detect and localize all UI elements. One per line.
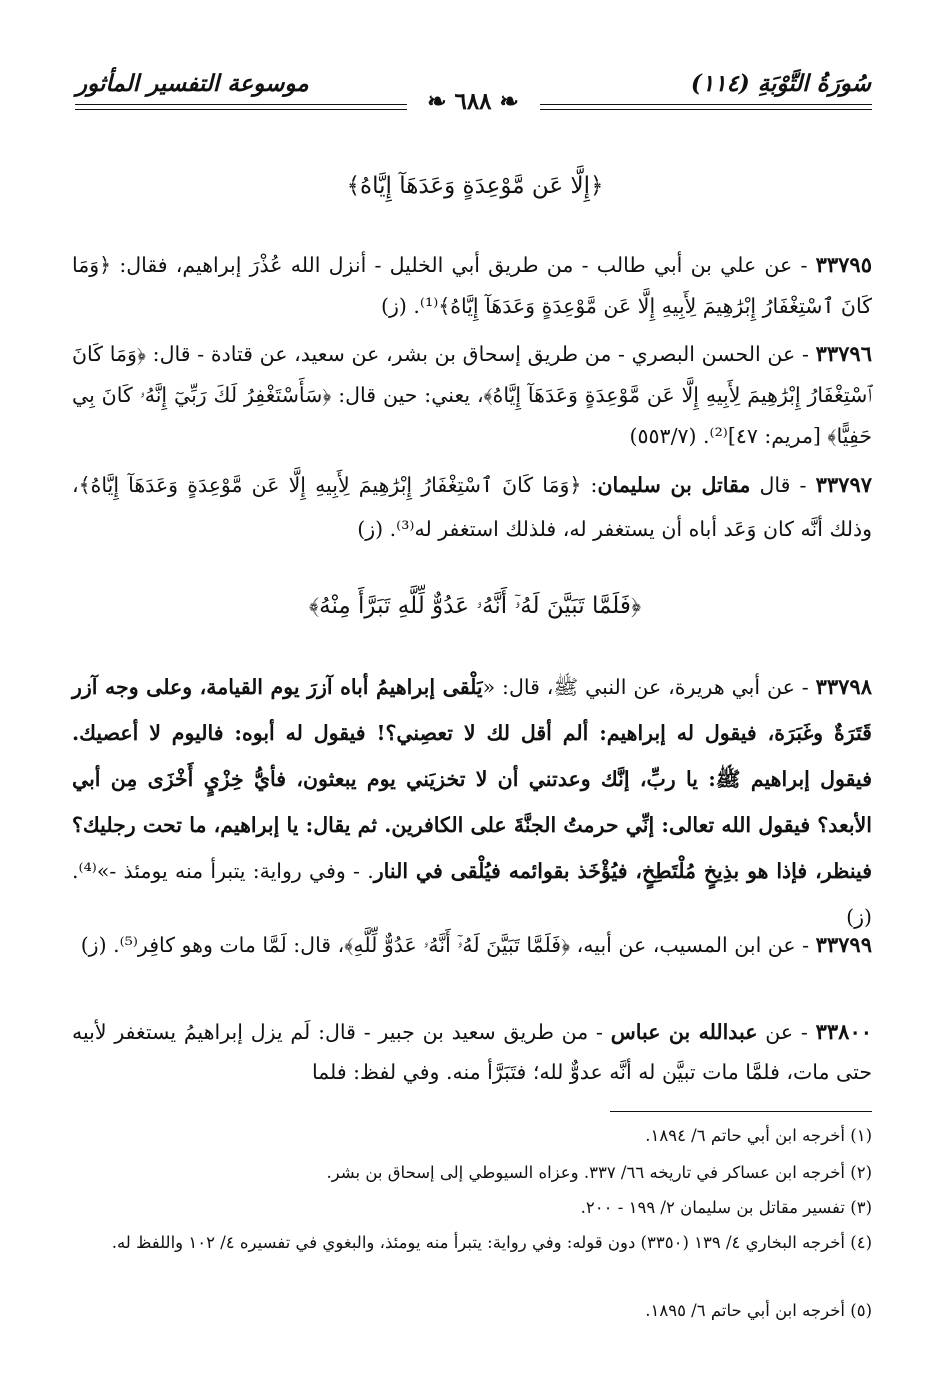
entry-33795 (72, 244, 872, 327)
footnote-1: (١) أخرجه ابن أبي حاتم ٦/ ١٨٩٤. (645, 1126, 872, 1145)
entry-33797 (72, 463, 872, 551)
header-rule-left-thin (75, 109, 407, 110)
entry-text: - عن ابن المسيب، عن أبيه، ﴿فَلَمَّا تَبَيَّنَ لَهُۥٓ أَنَّهُۥ عَدُوٌّ لِّلَّهِ﴾، قال: لَمَّا مات وهو كافِر⁽⁵⁾. (ز) (80, 933, 810, 957)
entry-intro: - عن أبي هريرة، عن النبي ﷺ، قال: « (482, 675, 809, 699)
book-title-header: موسوعة التفسير المأثور (76, 70, 309, 97)
entry-text-a: - قال (750, 473, 807, 497)
header-rule-right (540, 104, 872, 105)
entry-text: - عن علي بن أبي طالب - من طريق أبي الخليل - أنزل الله عُذْرَ إبراهيم، فقال: ﴿وَمَا كَانَ ٱسْتِغْفَارُ إِبْرَٰهِيمَ لِأَبِيهِ إِلَّا عَن مَّوْعِدَةٍ وَعَدَهَآ إِيَّاهُ﴾⁽¹⁾. (ز) (72, 253, 872, 318)
entry-text-b: - من طريق سعيد بن جبير - قال: لَم يزل إبراهيمُ يستغفر لأبيه حتى مات، فلمَّا مات تبيَّن له أنَّه عدوٌّ لله؛ فتَبَرَّأ منه. وفي لفظ: فلما (72, 1020, 872, 1084)
entry-number: ٣٣٧٩٩ (815, 932, 872, 957)
verse-heading-1: ﴿إِلَّا عَن مَّوْعِدَةٍ وَعَدَهَآ إِيَّاهُ﴾ (346, 173, 604, 199)
entry-33796 (72, 333, 872, 457)
entry-33798 (72, 664, 872, 940)
footnote-separator (610, 1111, 872, 1112)
entry-number: ٣٣٧٩٨ (815, 674, 872, 699)
entry-text-b: : ﴿وَمَا كَانَ ٱسْتِغْفَارُ إِبْرَٰهِيمَ لِأَبِيهِ إِلَّا عَن مَّوْعِدَةٍ وَعَدَهَآ إِيَّاهُ﴾، وذلك أنَّه كان وَعَد أباه أن يستغفر له، فلذلك استغفر له⁽³⁾. (ز) (72, 473, 872, 541)
footnote-5: (٥) أخرجه ابن أبي حاتم ٦/ ١٨٩٥. (645, 1301, 872, 1320)
hadith-body: يَلْقى إبراهيمُ أباه آزرَ يوم القيامة، وعلى وجه آزر قَتَرَةٌ وغَبَرَة، فيقول له إبراهيم: ألم أقل لك لا تعصِني؟! فيقول له أبوه: فاليوم لا أعصيك. فيقول إبراهيم ﷺ: يا ربِّ، إنَّك وعدتني أن لا تخزيَني يوم يبعثون، فأيُّ خِزْيٍ أَخْزَى مِن أبي الأبعد؟ فيقول الله تعالى: إنِّي حرمتُ الجنَّةَ على الكافرين. ثم يقال: يا إبراهيم، ما تحت رجليك؟ فينظر، فإذا هو بذِيخٍ مُلْتَطِخٍ، فيُؤْخَذ بقوائمه فيُلْقى في النار (72, 675, 872, 883)
entry-33800 (72, 1012, 872, 1092)
header-rule-left (75, 104, 407, 105)
footnote-4: (٤) أخرجه البخاري ٤/ ١٣٩ (٣٣٥٠) دون قوله: وفي رواية: يتبرأ منه يومئذ، والبغوي في تفسيره ٤/ ١٠٢ واللفظ له. (111, 1233, 872, 1252)
entry-number: ٣٣٧٩٦ (815, 341, 872, 366)
entry-number: ٣٣٧٩٥ (815, 252, 872, 277)
header-rule-right-thin (540, 109, 872, 110)
surah-header: سُورَةُ التَّوْبَةِ (١١٤) (690, 70, 871, 97)
page-number: ❧ ٦٨٨ ❧ (427, 88, 519, 115)
narrator-name: عبدالله بن عباس (610, 1020, 758, 1044)
entry-tail: . - وفي رواية: يتبرأ منه يومئذ -»⁽⁴⁾. (ز) (72, 859, 872, 929)
footnote-3: (٣) تفسير مقاتل بن سليمان ٢/ ١٩٩ - ٢٠٠. (580, 1198, 872, 1217)
footnote-2: (٢) أخرجه ابن عساكر في تاريخه ٦٦/ ٣٣٧. وعزاه السيوطي إلى إسحاق بن بشر. (326, 1163, 872, 1182)
verse-heading-2: ﴿فَلَمَّا تَبَيَّنَ لَهُۥٓ أَنَّهُۥ عَدُوٌّ لِّلَّهِ تَبَرَّأَ مِنْهُ﴾ (308, 593, 642, 619)
entry-text-a: - عن (757, 1020, 808, 1044)
entry-number: ٣٣٧٩٧ (815, 472, 873, 497)
entry-text: - عن الحسن البصري - من طريق إسحاق بن بشر، عن سعيد، عن قتادة - قال: ﴿وَمَا كَانَ ٱسْتِغْفَارُ إِبْرَٰهِيمَ لِأَبِيهِ إِلَّا عَن مَّوْعِدَةٍ وَعَدَهَآ إِيَّاهُ﴾، يعني: حين قال: ﴿سَأَسْتَغْفِرُ لَكَ رَبِّيٓ إِنَّهُۥ كَانَ بِي حَفِيًّا﴾ [مريم: ٤٧]⁽²⁾. (٥٥٣/٧) (72, 342, 872, 448)
entry-number: ٣٣٨٠٠ (815, 1019, 873, 1044)
entry-33799 (72, 924, 872, 966)
narrator-name: مقاتل بن سليمان (597, 473, 751, 497)
